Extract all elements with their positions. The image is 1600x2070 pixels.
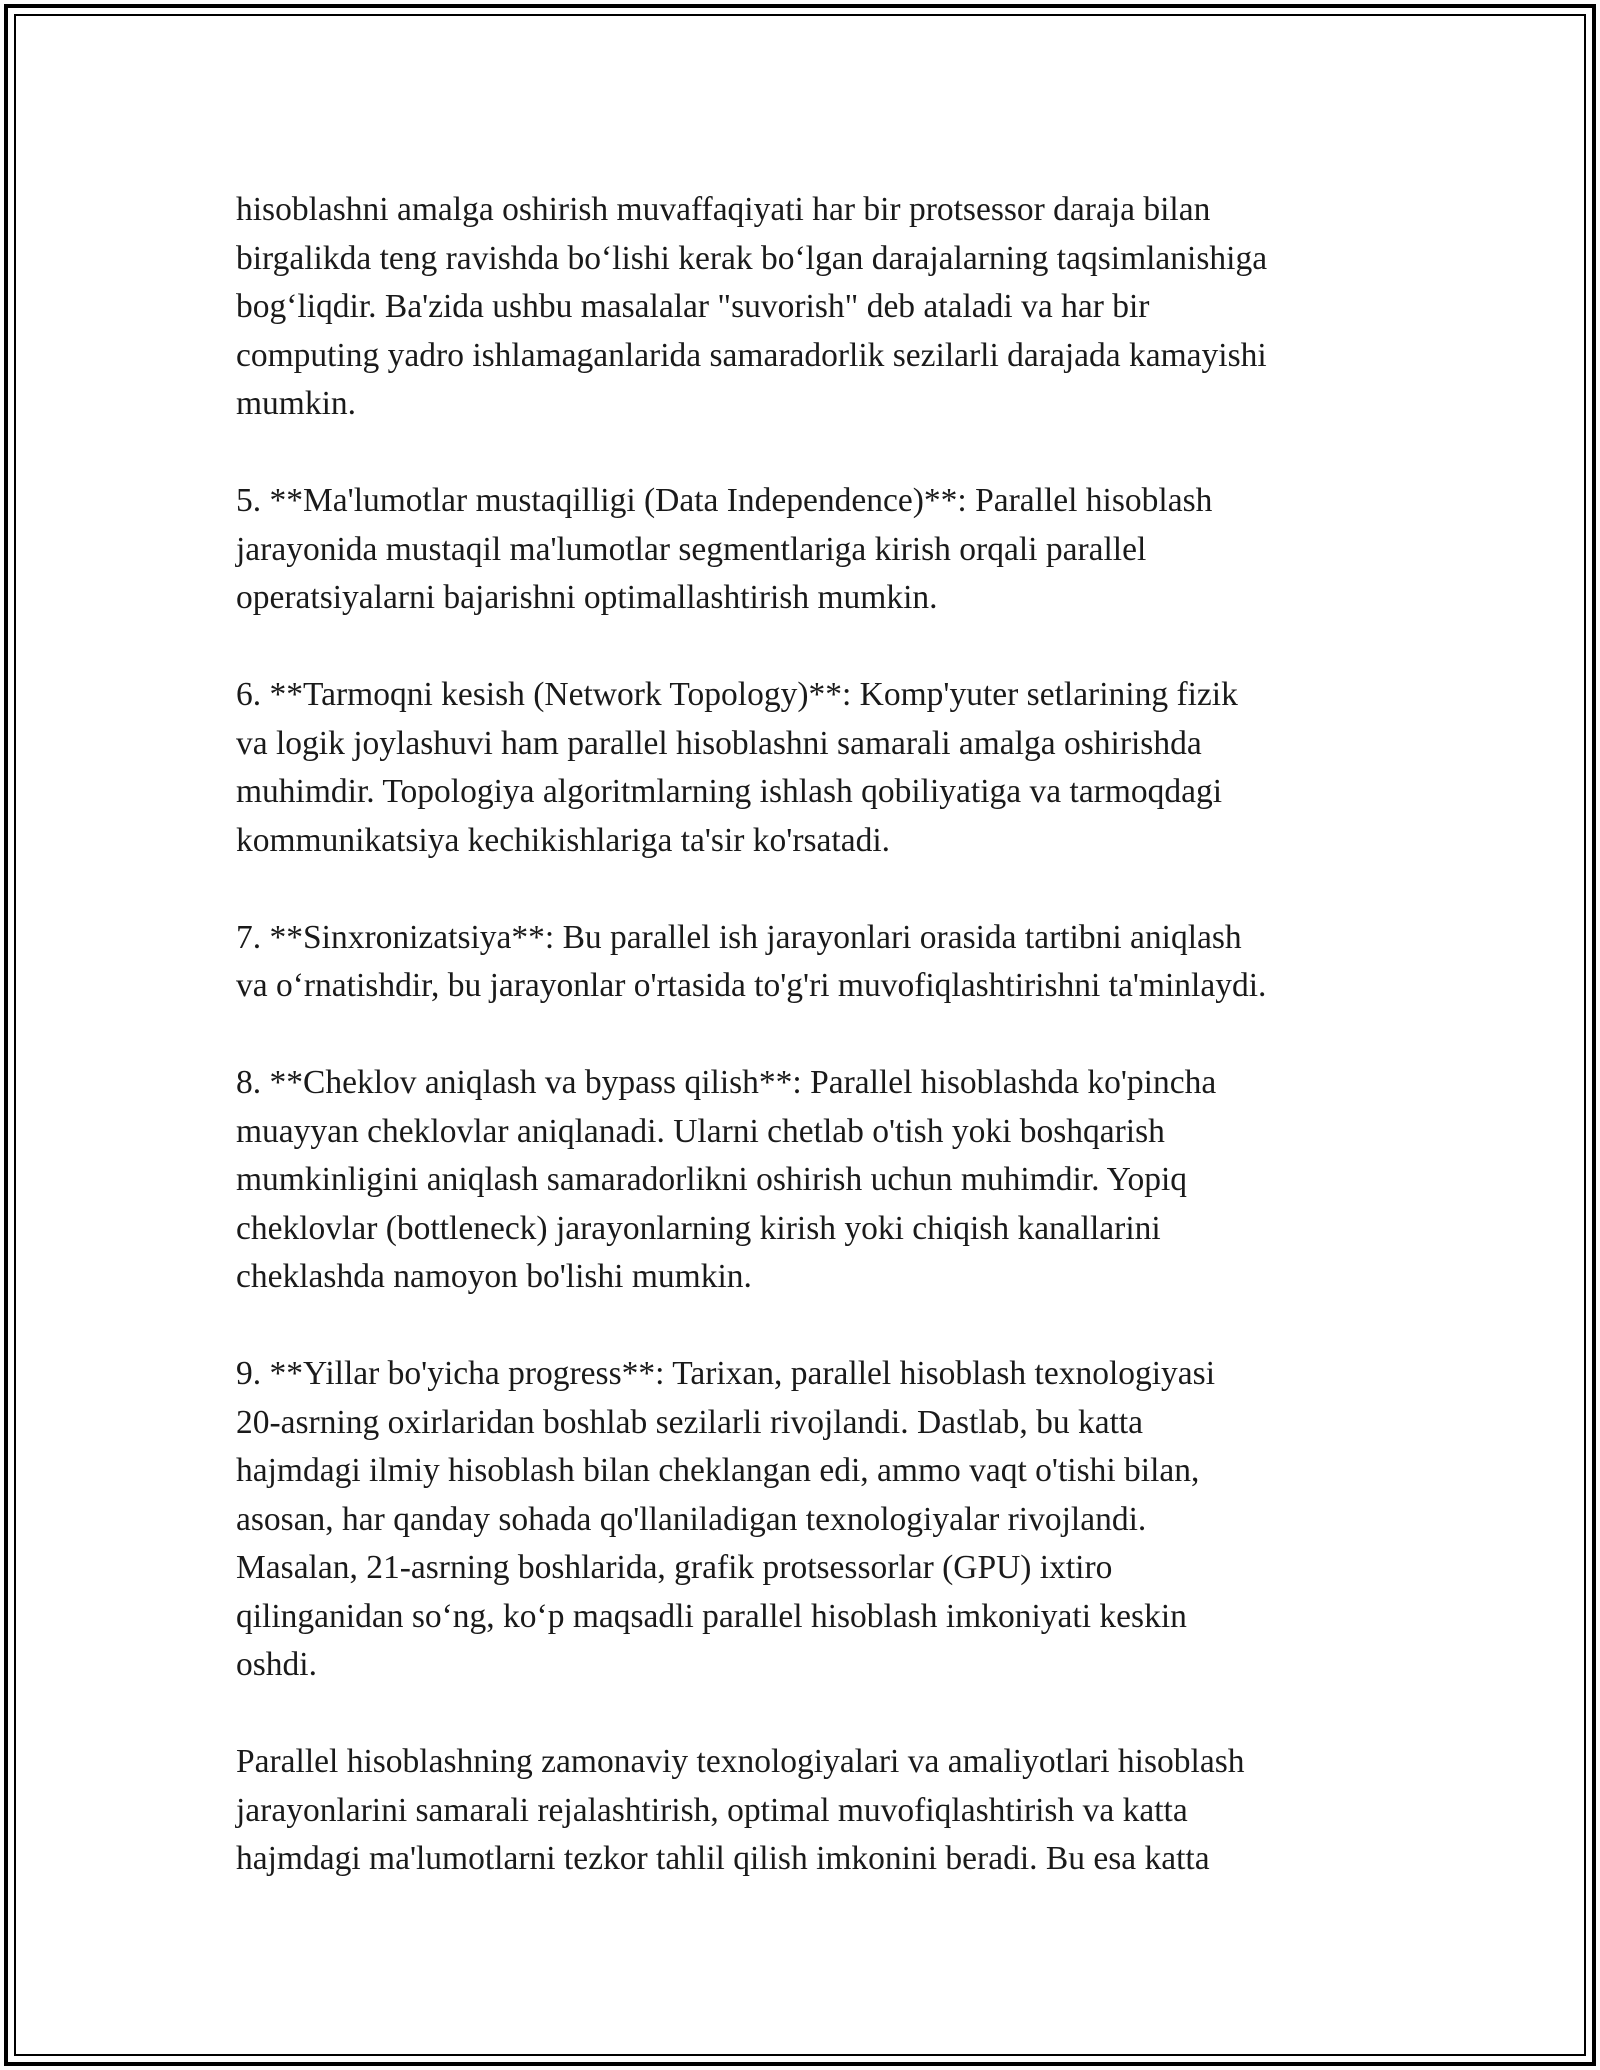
text-line: cheklashda namoyon bo'lishi mumkin. bbox=[236, 1258, 752, 1295]
text-line: Masalan, 21-asrning boshlarida, grafik protsessorlar (GPU) ixtiro bbox=[236, 1549, 1113, 1586]
text-line: va o‘rnatishdir, bu jarayonlar o'rtasida to'g'ri muvofiqlashtirishni ta'minlaydi. bbox=[236, 967, 1267, 1004]
text-line: asosan, har qanday sohada qo'llaniladigan texnologiyalar rivojlandi. bbox=[236, 1500, 1147, 1538]
text-line: cheklovlar (bottleneck) jarayonlarning kirish yoki chiqish kanallarini bbox=[236, 1209, 1161, 1247]
text-line: kommunikatsiya kechikishlariga ta'sir ko'rsatadi. bbox=[236, 821, 891, 859]
text-line: hajmdagi ma'lumotlarni tezkor tahlil qilish imkonini beradi. Bu esa katta bbox=[236, 1840, 1210, 1877]
paragraph-continuation bbox=[236, 186, 1386, 429]
text-line: bog‘liqdir. Ba'zida ushbu masalalar "suvorish" deb ataladi va har bir bbox=[236, 288, 1150, 325]
paragraph-item-5 bbox=[236, 477, 1386, 623]
text-line: birgalikda teng ravishda bo‘lishi kerak bo‘lgan darajalarning taqsimlanishiga bbox=[236, 239, 1268, 277]
text-line: Parallel hisoblashning zamonaviy texnologiyalari va amaliyotlari hisoblash bbox=[236, 1743, 1245, 1780]
text-line: 9. **Yillar bo'yicha progress**: Tarixan, parallel hisoblash texnologiyasi bbox=[236, 1355, 1216, 1392]
paragraph-item-8 bbox=[236, 1059, 1386, 1302]
text-line: operatsiyalarni bajarishni optimallashtirish mumkin. bbox=[236, 579, 938, 616]
text-line: 7. **Sinxronizatsiya**: Bu parallel ish jarayonlari orasida tartibni aniqlash bbox=[236, 918, 1242, 956]
text-line: jarayonida mustaqil ma'lumotlar segmentlariga kirish orqali parallel bbox=[236, 530, 1147, 568]
text-line: qilinganidan so‘ng, ko‘p maqsadli parallel hisoblash imkoniyati keskin bbox=[236, 1597, 1187, 1635]
document-body bbox=[236, 186, 1386, 1932]
text-line: oshdi. bbox=[236, 1646, 317, 1683]
text-line: 5. **Ma'lumotlar mustaqilligi (Data Independence)**: Parallel hisoblash bbox=[236, 482, 1213, 519]
text-line: mumkinligini aniqlash samaradorlikni oshirish uchun muhimdir. Yopiq bbox=[236, 1161, 1188, 1198]
text-line: jarayonlarini samarali rejalashtirish, optimal muvofiqlashtirish va katta bbox=[236, 1791, 1188, 1829]
paragraph-item-9 bbox=[236, 1350, 1386, 1690]
text-line: 20-asrning oxirlaridan boshlab sezilarli rivojlandi. Dastlab, bu katta bbox=[236, 1403, 1144, 1441]
text-line: 6. **Tarmoqni kesish (Network Topology)**: Komp'yuter setlarining fizik bbox=[236, 676, 1238, 713]
paragraph-conclusion bbox=[236, 1738, 1386, 1884]
text-line: va logik joylashuvi ham parallel hisoblashni samarali amalga oshirishda bbox=[236, 724, 1202, 762]
text-line: hajmdagi ilmiy hisoblash bilan cheklangan edi, ammo vaqt o'tishi bilan, bbox=[236, 1452, 1200, 1489]
paragraph-item-6 bbox=[236, 671, 1386, 865]
text-line: 8. **Cheklov aniqlash va bypass qilish**: Parallel hisoblashda ko'pincha bbox=[236, 1064, 1217, 1101]
text-line: muhimdir. Topologiya algoritmlarning ishlash qobiliyatiga va tarmoqdagi bbox=[236, 773, 1223, 810]
text-line: mumkin. bbox=[236, 385, 357, 422]
paragraph-item-7 bbox=[236, 914, 1386, 1011]
text-line: muayyan cheklovlar aniqlanadi. Ularni chetlab o'tish yoki boshqarish bbox=[236, 1112, 1165, 1150]
text-line: computing yadro ishlamaganlarida samaradorlik sezilarli darajada kamayishi bbox=[236, 336, 1267, 374]
text-line: hisoblashni amalga oshirish muvaffaqiyati har bir protsessor daraja bilan bbox=[236, 191, 1211, 228]
